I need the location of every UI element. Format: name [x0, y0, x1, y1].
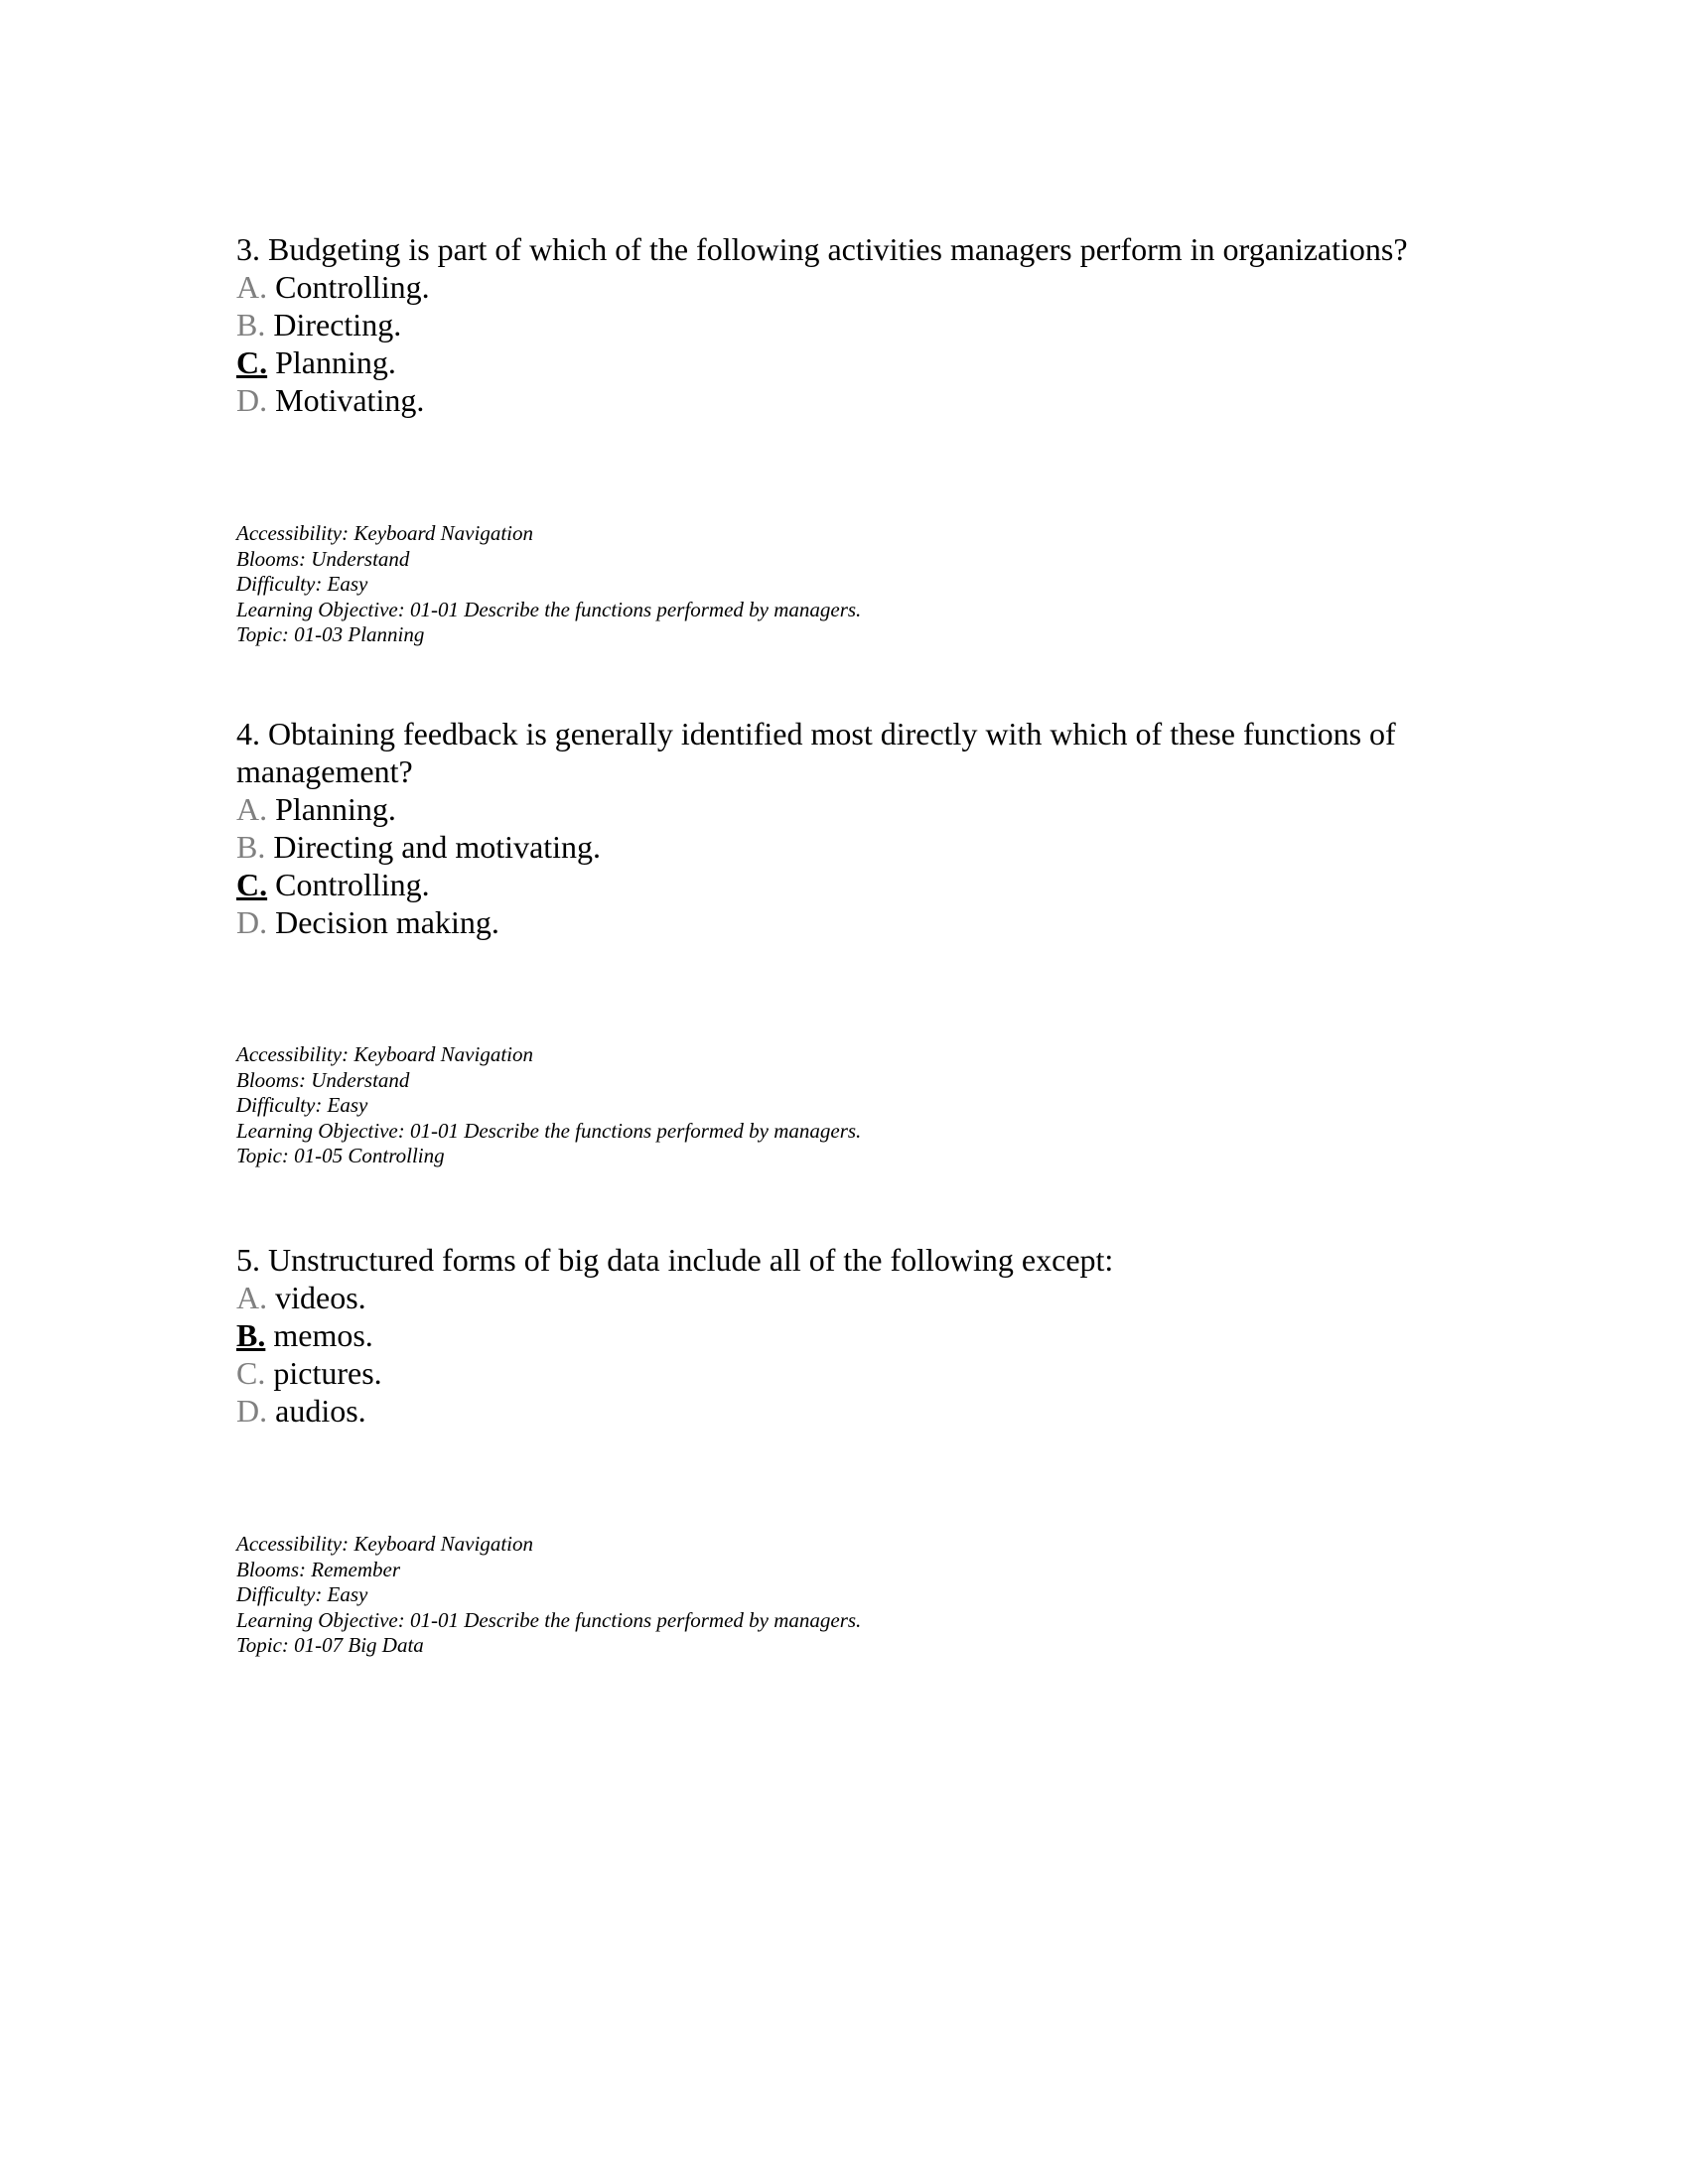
question-stem	[236, 715, 1468, 790]
question-number: 3.	[236, 231, 260, 267]
meta-accessibility: Accessibility: Keyboard Navigation	[236, 521, 533, 545]
meta-blooms: Blooms: Remember	[236, 1557, 401, 1581]
option-text: Motivating.	[275, 382, 425, 418]
option-text: videos.	[275, 1280, 366, 1315]
meta-difficulty: Difficulty: Easy	[236, 1582, 368, 1606]
option-letter: D.	[236, 382, 268, 418]
question-number: 5.	[236, 1242, 260, 1278]
option-d	[236, 903, 1468, 941]
option-text: Directing.	[273, 307, 402, 342]
option-d	[236, 381, 1468, 419]
option-text: Planning.	[275, 344, 396, 380]
question-number: 4.	[236, 716, 260, 751]
option-text: memos.	[273, 1317, 373, 1353]
meta-difficulty: Difficulty: Easy	[236, 572, 368, 596]
question-text: Obtaining feedback is generally identified most directly with which of these functions of management?	[236, 716, 1396, 789]
question-text: Unstructured forms of big data include all of the following except:	[268, 1242, 1114, 1278]
meta-learning-objective: Learning Objective: 01-01 Describe the functions performed by managers.	[236, 1607, 862, 1632]
question-3	[236, 230, 1468, 646]
meta-blooms: Blooms: Understand	[236, 1067, 410, 1092]
meta-blooms: Blooms: Understand	[236, 546, 410, 571]
answer-options	[236, 1279, 1468, 1430]
meta-learning-objective: Learning Objective: 01-01 Describe the functions performed by managers.	[236, 1118, 862, 1143]
option-text: Directing and motivating.	[273, 829, 602, 865]
meta-learning-objective: Learning Objective: 01-01 Describe the functions performed by managers.	[236, 597, 862, 621]
question-metadata	[236, 1532, 861, 1659]
option-a	[236, 268, 1468, 306]
option-letter: C.	[236, 867, 268, 902]
meta-topic: Topic: 01-07 Big Data	[236, 1633, 424, 1657]
option-a	[236, 1279, 1468, 1316]
answer-options	[236, 268, 1468, 419]
option-b	[236, 306, 1468, 343]
option-letter: A.	[236, 1280, 268, 1315]
option-letter: C.	[236, 1355, 266, 1391]
option-letter: B.	[236, 829, 266, 865]
option-letter: D.	[236, 1393, 268, 1429]
option-b-correct	[236, 1316, 1468, 1354]
option-text: pictures.	[273, 1355, 382, 1391]
option-letter: B.	[236, 1317, 266, 1353]
option-text: Decision making.	[275, 904, 499, 940]
option-d	[236, 1392, 1468, 1430]
option-text: Planning.	[275, 791, 396, 827]
option-c	[236, 1354, 1468, 1392]
question-metadata	[236, 521, 861, 648]
option-b	[236, 828, 1468, 866]
option-text: Controlling.	[275, 867, 430, 902]
option-letter: B.	[236, 307, 266, 342]
option-c-correct	[236, 343, 1468, 381]
question-5	[236, 1241, 1468, 1657]
option-a	[236, 790, 1468, 828]
meta-topic: Topic: 01-05 Controlling	[236, 1144, 445, 1167]
option-c-correct	[236, 866, 1468, 903]
meta-topic: Topic: 01-03 Planning	[236, 622, 425, 646]
question-stem	[236, 230, 1468, 268]
option-letter: A.	[236, 269, 268, 305]
meta-accessibility: Accessibility: Keyboard Navigation	[236, 1532, 533, 1556]
meta-difficulty: Difficulty: Easy	[236, 1093, 368, 1117]
meta-accessibility: Accessibility: Keyboard Navigation	[236, 1042, 533, 1066]
option-letter: D.	[236, 904, 268, 940]
question-metadata	[236, 1042, 861, 1169]
question-4	[236, 715, 1468, 1167]
answer-options	[236, 790, 1468, 941]
question-text: Budgeting is part of which of the following activities managers perform in organizations?	[268, 231, 1408, 267]
option-letter: C.	[236, 344, 268, 380]
option-letter: A.	[236, 791, 268, 827]
option-text: Controlling.	[275, 269, 430, 305]
option-text: audios.	[275, 1393, 366, 1429]
question-stem	[236, 1241, 1468, 1279]
